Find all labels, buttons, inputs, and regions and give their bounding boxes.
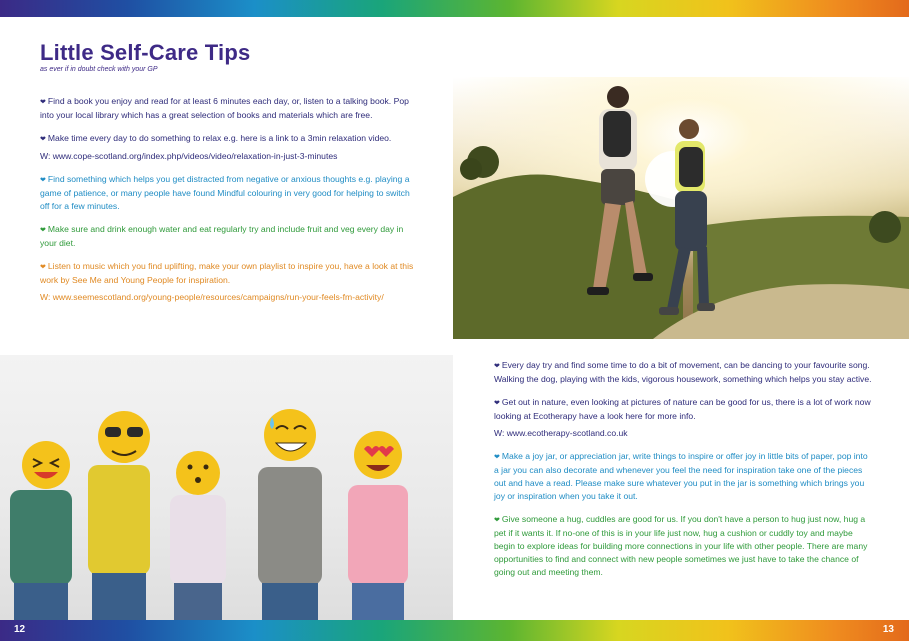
- tip-text: Make a joy jar, or appreciation jar, write things to inspire or offer joy in little bits of paper, pop into a jar you can also decorate and whenever you feel the need for inspiration take one of the pieces out and have a read. Please make sure whatever you put in the jar is something which brings you joy or inspiration when you take it out.: [494, 451, 868, 501]
- page-number-left: 12: [14, 624, 26, 635]
- person-with-laughing-emoji: [10, 441, 72, 620]
- person-with-sweat-smile-emoji: [258, 409, 322, 620]
- heart-bullet-icon: ❤: [494, 400, 500, 407]
- tip-hug: [494, 513, 872, 579]
- heart-bullet-icon: ❤: [494, 363, 500, 370]
- tip-text: Find something which helps you get distracted from negative or anxious thoughts e.g. playing a game of patience, or many people have found Mindful colouring in very good for helping to switch off for a few minutes.: [40, 174, 410, 211]
- tip-music: [40, 260, 416, 304]
- page-subtitle: as ever if in doubt check with your GP: [40, 66, 158, 73]
- tip-text: Listen to music which you find uplifting, make your own playlist to inspire you, have a look at this work by See Me and Young People for inspiration.: [40, 261, 414, 285]
- tip-link[interactable]: W: www.ecotherapy-scotland.co.uk: [494, 428, 628, 438]
- top-rainbow-bar: [0, 0, 909, 17]
- tip-text: Make time every day to do something to relax e.g. here is a link to a 3min relaxation video.: [47, 133, 392, 143]
- tip-relax: [40, 132, 416, 163]
- heart-bullet-icon: ❤: [40, 99, 46, 106]
- walking-couple-illustration: [453, 77, 909, 339]
- tip-movement: [494, 359, 872, 386]
- heart-bullet-icon: ❤: [40, 177, 46, 184]
- heart-bullet-icon: ❤: [40, 136, 46, 143]
- tip-distraction: [40, 173, 416, 213]
- tip-joy-jar: [494, 450, 872, 503]
- heart-bullet-icon: ❤: [40, 264, 46, 271]
- tips-list-right: [494, 359, 872, 589]
- tip-text: Give someone a hug, cuddles are good for us. If you don't have a person to hug just now, hug a pet if it wants it. If no-one of this is in your life just now, hug a cushion or cuddly toy and maybe begin to explore ideas for building more connections in your life with other people. There are many opportunities to find and connect with new people sometimes we just have to take the chance of going out and meeting them.: [494, 514, 868, 577]
- tip-water-food: [40, 223, 416, 250]
- emoji-people-illustration: [0, 355, 453, 620]
- page-number-right: 13: [882, 624, 894, 635]
- tip-nature: [494, 396, 872, 440]
- tip-reading: [40, 95, 416, 122]
- tip-link[interactable]: W: www.cope-scotland.org/index.php/videos/video/relaxation-in-just-3-minutes: [40, 151, 338, 161]
- person-with-sunglasses-emoji: [88, 411, 150, 620]
- person-with-heart-eyes-emoji: [348, 431, 408, 620]
- emoji-people-photo: [0, 355, 453, 620]
- person-with-kissing-emoji: [170, 451, 226, 620]
- heart-bullet-icon: ❤: [494, 517, 500, 524]
- tip-link[interactable]: W: www.seemescotland.org/young-people/resources/campaigns/run-your-feels-fm-activity/: [40, 292, 384, 302]
- tip-text: Make sure and drink enough water and eat regularly try and include fruit and veg every day in your diet.: [40, 224, 404, 248]
- tip-text: Every day try and find some time to do a bit of movement, can be dancing to your favourite song. Walking the dog, playing with the kids, vigorous housework, something which helps you stay active.: [494, 360, 872, 384]
- tip-text: Find a book you enjoy and read for at least 6 minutes each day, or, listen to a talking book. Pop into your local library which has a great selection of books and materials which are free.: [40, 96, 409, 120]
- walking-couple-photo: [453, 77, 909, 339]
- page-title: Little Self-Care Tips: [40, 40, 251, 65]
- bottom-rainbow-bar: [0, 620, 909, 641]
- heart-bullet-icon: ❤: [40, 227, 46, 234]
- heart-bullet-icon: ❤: [494, 454, 500, 461]
- tips-list-left: [40, 95, 416, 314]
- tip-text: Get out in nature, even looking at pictures of nature can be good for us, there is a lot of work now looking at Ecotherapy have a look here for more info.: [494, 397, 871, 421]
